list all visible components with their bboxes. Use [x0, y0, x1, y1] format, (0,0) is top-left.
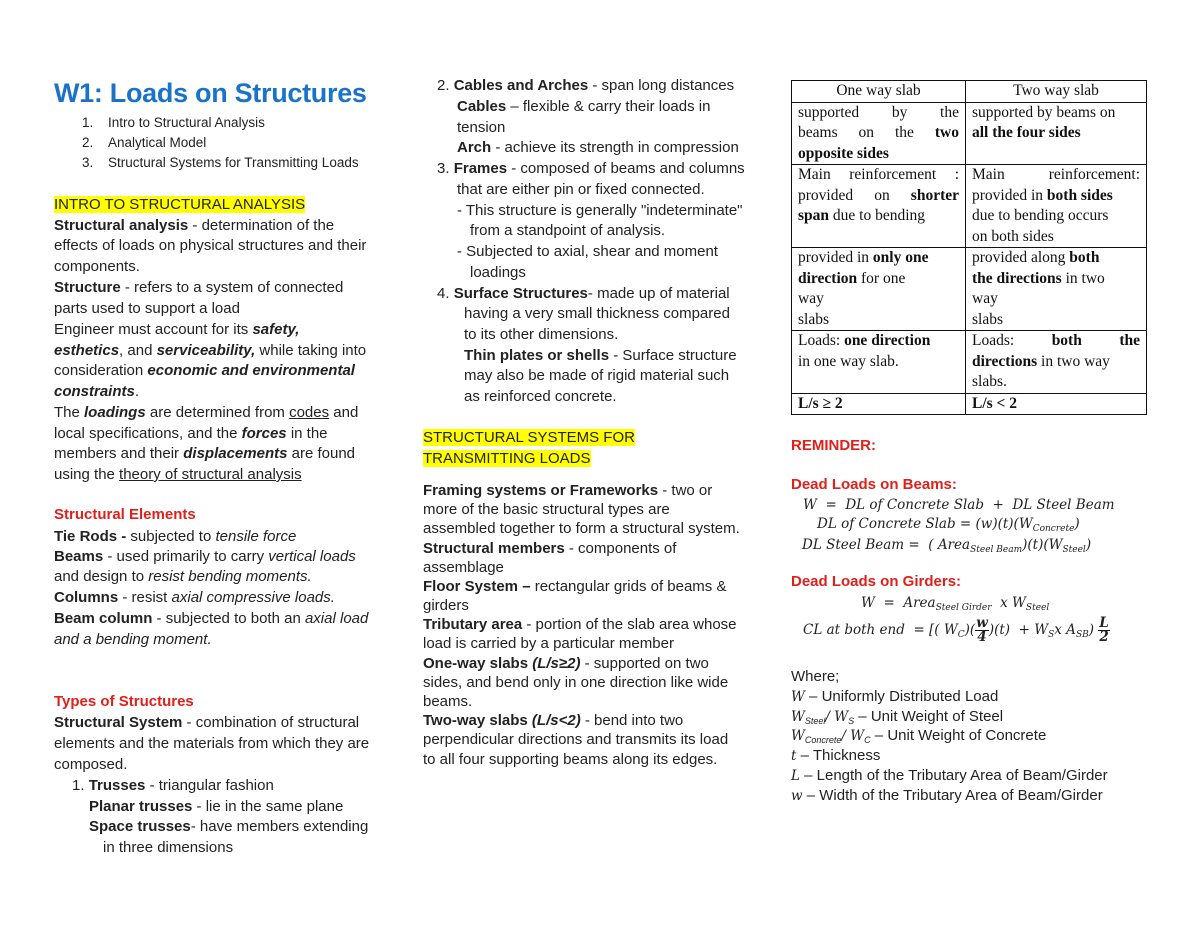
thin-plates-def: Thin plates or shells - Surface structure [464, 347, 737, 364]
symbol-definition: W – Uniformly Distributed Load [791, 688, 999, 705]
text-line: components. [54, 258, 140, 275]
formula-dl-steel: DL Steel Beam = ( $Area_{Steel Beam})(t)(W_{Steel})$ [802, 537, 1092, 555]
loadings-text: The loadings are determined from codes and [54, 404, 359, 421]
formula-dl-concrete: DL of Concrete Slab = $(w)(t)(W_{Concrete})$ [817, 516, 1080, 534]
text-line: more of the basic structural types are [423, 501, 670, 518]
text-line: - Subjected to axial, shear and moment [457, 243, 718, 260]
beam-column-def: Beam column - subjected to both an axial load [54, 610, 369, 627]
text-line: assembled together to form a structural system. [423, 520, 740, 537]
text-line: tension [457, 119, 506, 136]
table-row [792, 393, 1147, 415]
symbol-definition: L – Length of the Tributary Area of Beam/Girder [791, 766, 1108, 784]
symbol-definition: $W_{Concrete}/$ $W_C$ – Unit Weight of Concrete [791, 727, 1047, 746]
table-row [792, 165, 1147, 248]
trusses-item: 1. Trusses - triangular fashion [72, 777, 274, 794]
table-cell: supported by beams on all the four sides [966, 102, 1147, 165]
surface-structures-item: 4. Surface Structures- made up of material [437, 285, 730, 302]
text-line: assemblage [423, 559, 504, 576]
columns-def: Columns - resist axial compressive loads. [54, 589, 335, 606]
systems-heading-2: TRANSMITTING LOADS [423, 450, 591, 467]
text-line: sides, and bend only in one direction like wide [423, 674, 729, 691]
structure-def: Structure - refers to a system of connected [54, 279, 344, 296]
table-cell: provided along both the directions in two way slabs [966, 248, 1147, 331]
floor-system-def: Floor System – rectangular grids of beams & [423, 578, 727, 595]
text-line: loadings [470, 264, 526, 281]
text-line: as reinforced concrete. [464, 388, 617, 405]
framing-systems-def: Framing systems or Frameworks - two or [423, 482, 713, 499]
table-cell: L/s < 2 [966, 393, 1147, 415]
dead-loads-girders-heading: Dead Loads on Girders: [791, 573, 962, 590]
page-title: W1: Loads on Structures [54, 78, 367, 108]
text-line: to all four supporting beams along its edges. [423, 751, 718, 768]
text-line: that are either pin or fixed connected. [457, 181, 705, 198]
beams-def: Beams - used primarily to carry vertical loads [54, 548, 356, 565]
table-cell: Loads: both the directions in two way slabs. [966, 331, 1147, 394]
where-label: Where; [791, 668, 840, 685]
table-cell: Main reinforcement : provided on shorter span due to bending [792, 165, 966, 248]
structural-system-def: Structural System - combination of structural [54, 714, 360, 731]
reminder-heading: REMINDER: [791, 437, 876, 454]
engineer-text: Engineer must account for its safety, [54, 321, 300, 338]
table-row [792, 248, 1147, 331]
text-line: effects of loads on physical structures and their [54, 237, 367, 254]
text-line: load is carried by a particular member [423, 635, 674, 652]
cables-def: Cables – flexible & carry their loads in [457, 98, 711, 115]
table-header-one-way: One way slab [792, 81, 966, 103]
text-line: local specifications, and the forces in the [54, 425, 328, 442]
table-cell: Main reinforcement: provided in both sides due to bending occurs on both sides [966, 165, 1147, 248]
text-line: girders [423, 597, 469, 614]
planar-trusses: Planar trusses - lie in the same plane [89, 798, 344, 815]
frames-item: 3. Frames - composed of beams and columns [437, 160, 745, 177]
text-line: perpendicular directions and transmits its load [423, 731, 729, 748]
table-cell: Loads: one direction in one way slab. [792, 331, 966, 394]
table-row [792, 331, 1147, 394]
text-line: and a bending moment. [54, 631, 212, 648]
table-cell: supported by the beams on the two opposite sides [792, 102, 966, 165]
text-line: having a very small thickness compared [464, 305, 730, 322]
formula-girder-w: W = Area$_{Steel Girder}$ x $W_{Steel}$ [861, 595, 1050, 613]
toc-item-2: Analytical Model [108, 135, 207, 150]
toc-item-1: Intro to Structural Analysis [108, 115, 265, 130]
text-line: composed. [54, 756, 128, 773]
toc-item-3: Structural Systems for Transmitting Loads [108, 155, 359, 170]
formula-beam-w: W = DL of Concrete Slab + DL Steel Beam [803, 497, 1115, 513]
slab-comparison-table [791, 80, 1147, 415]
types-heading: Types of Structures [54, 693, 194, 710]
symbol-definition: $W_{Steel}/$ $W_S$ – Unit Weight of Steel [791, 707, 1004, 726]
dead-loads-beams-heading: Dead Loads on Beams: [791, 476, 957, 493]
tributary-area-def: Tributary area - portion of the slab area whose [423, 616, 737, 633]
table-row [792, 102, 1147, 165]
systems-heading-1: STRUCTURAL SYSTEMS FOR [423, 429, 635, 446]
formula-cl: CL at both end = [( $W_C$)( $\frac{w}{4}$ )$(t) + W_Sx$ $A_{SB}$) $\frac{L}{2}$ [803, 615, 1109, 645]
tie-rods-def: Tie Rods - subjected to tensile force [54, 528, 297, 545]
intro-heading: INTRO TO STRUCTURAL ANALYSIS [54, 196, 306, 213]
table-header-row [792, 81, 1147, 103]
text-line: parts used to support a load [54, 300, 240, 317]
toc-num-2: 2. [82, 135, 94, 150]
text-line: - This structure is generally "indeterminate" [457, 202, 743, 219]
structural-elements-heading: Structural Elements [54, 506, 196, 523]
cables-arches-item: 2. Cables and Arches - span long distances [437, 77, 735, 94]
two-way-slabs-def: Two-way slabs (L/s<2) - bend into two [423, 712, 684, 729]
table-header-two-way: Two way slab [966, 81, 1147, 103]
table-cell: L/s ≥ 2 [792, 393, 966, 415]
text-line: from a standpoint of analysis. [470, 222, 666, 239]
text-line: to its other dimensions. [464, 326, 619, 343]
symbol-definition: t – Thickness [791, 747, 881, 765]
table-cell: provided in only one direction for one way slabs [792, 248, 966, 331]
one-way-slabs-def: One-way slabs (L/s≥2) - supported on two [423, 655, 709, 672]
text-line: constraints. [54, 383, 140, 400]
text-line: beams. [423, 693, 473, 710]
text-line: in three dimensions [103, 839, 234, 856]
text-line: and design to resist bending moments. [54, 568, 312, 585]
arch-def: Arch - achieve its strength in compression [457, 139, 739, 156]
text-line: members and their displacements are found [54, 445, 356, 462]
toc-num-3: 3. [82, 155, 94, 170]
text-line: using the theory of structural analysis [54, 466, 302, 483]
symbol-definition: w – Width of the Tributary Area of Beam/Girder [791, 786, 1103, 804]
text-line: elements and the materials from which they are [54, 735, 370, 752]
text-line: consideration economic and environmental [54, 362, 355, 379]
structural-analysis-def: Structural analysis - determination of the [54, 217, 335, 234]
structural-members-def: Structural members - components of [423, 540, 677, 557]
space-trusses: Space trusses- have members extending [89, 818, 369, 835]
toc-num-1: 1. [82, 115, 94, 130]
text-line: esthetics, and serviceability, while taking into [54, 342, 367, 359]
text-line: may also be made of rigid material such [464, 367, 730, 384]
